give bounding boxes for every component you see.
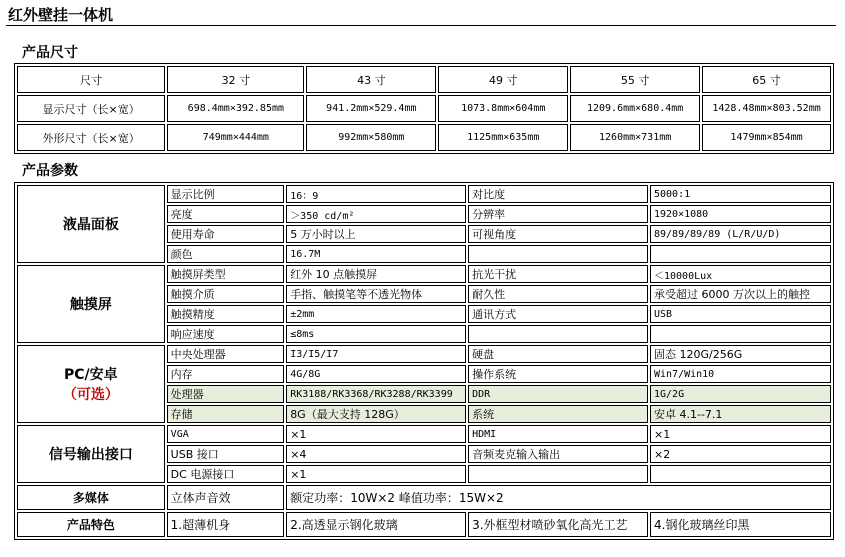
size-header-cell: 65 寸: [702, 66, 831, 93]
spec-label: [468, 325, 648, 343]
spec-value: [650, 245, 831, 263]
spec-label: [468, 465, 648, 483]
spec-label: 耐久性: [468, 285, 648, 303]
spec-value: 4G/8G: [286, 365, 466, 383]
spec-table: [14, 182, 834, 540]
spec-value: Win7/Win10: [650, 365, 831, 383]
size-table-header-row: [17, 66, 831, 93]
spec-value: 8G（最大支持 128G）: [286, 405, 466, 423]
spec-value: ≤8ms: [286, 325, 466, 343]
spec-label: 亮度: [167, 205, 285, 223]
spec-row: [17, 512, 831, 537]
spec-value: ×4: [286, 445, 466, 463]
spec-value: 5 万小时以上: [286, 225, 466, 243]
category-features: 产品特色: [17, 512, 165, 537]
size-cell: 941.2mm×529.4mm: [306, 95, 436, 122]
spec-row: [17, 345, 831, 363]
spec-label: [468, 245, 648, 263]
size-header-cell: 32 寸: [167, 66, 304, 93]
category-signal: 信号输出接口: [17, 425, 165, 483]
size-table: [14, 63, 834, 154]
spec-value: [650, 465, 831, 483]
spec-label: 立体声音效: [167, 485, 285, 510]
spec-value: 5000:1: [650, 185, 831, 203]
feature-item: 2.高透显示钢化玻璃: [286, 512, 466, 537]
category-touch: 触摸屏: [17, 265, 165, 343]
spec-row: [17, 425, 831, 443]
spec-value: ×1: [286, 465, 466, 483]
category-lcd: 液晶面板: [17, 185, 165, 263]
size-cell: 992mm×580mm: [306, 124, 436, 151]
spec-label: 硬盘: [468, 345, 648, 363]
spec-value: ＜10000Lux: [650, 265, 831, 283]
feature-item: 4.钢化玻璃丝印黑: [650, 512, 831, 537]
spec-label: 通讯方式: [468, 305, 648, 323]
spec-value: 固态 120G/256G: [650, 345, 831, 363]
title-divider: [6, 25, 836, 26]
spec-label: 显示比例: [167, 185, 285, 203]
spec-value: 16.7M: [286, 245, 466, 263]
feature-item: 1.超薄机身: [167, 512, 285, 537]
spec-label: 抗光干扰: [468, 265, 648, 283]
spec-label: DDR: [468, 385, 648, 403]
spec-value: ×2: [650, 445, 831, 463]
spec-value: 安卓 4.1--7.1: [650, 405, 831, 423]
size-cell: 1479mm×854mm: [702, 124, 831, 151]
spec-value: ＞350 cd/m²: [286, 205, 466, 223]
size-header-cell: 55 寸: [570, 66, 700, 93]
spec-label: 处理器: [167, 385, 285, 403]
size-cell: 1073.8mm×604mm: [438, 95, 568, 122]
spec-value: USB: [650, 305, 831, 323]
feature-item: 3.外框型材喷砂氧化高光工艺: [468, 512, 648, 537]
spec-label: 中央处理器: [167, 345, 285, 363]
spec-label: 操作系统: [468, 365, 648, 383]
spec-label: 分辨率: [468, 205, 648, 223]
size-table-row: [17, 124, 831, 151]
spec-label: 系统: [468, 405, 648, 423]
size-header-cell: 43 寸: [306, 66, 436, 93]
spec-value: I3/I5/I7: [286, 345, 466, 363]
spec-row: [17, 485, 831, 510]
spec-label: HDMI: [468, 425, 648, 443]
size-cell: 1125mm×635mm: [438, 124, 568, 151]
spec-value: [650, 325, 831, 343]
size-cell: 1260mm×731mm: [570, 124, 700, 151]
spec-value: ×1: [286, 425, 466, 443]
spec-label: 触摸精度: [167, 305, 285, 323]
size-row-label: 显示尺寸（长×宽）: [17, 95, 165, 122]
size-header-cell: 尺寸: [17, 66, 165, 93]
size-cell: 749mm×444mm: [167, 124, 304, 151]
spec-label: 对比度: [468, 185, 648, 203]
size-cell: 698.4mm×392.85mm: [167, 95, 304, 122]
size-header-cell: 49 寸: [438, 66, 568, 93]
spec-label: 音频麦克输入输出: [468, 445, 648, 463]
spec-value: 1G/2G: [650, 385, 831, 403]
spec-label: 触摸介质: [167, 285, 285, 303]
spec-value: 16：9: [286, 185, 466, 203]
spec-value: 承受超过 6000 万次以上的触控: [650, 285, 831, 303]
category-pc-optional: （可选）: [62, 387, 119, 403]
spec-label: 内存: [167, 365, 285, 383]
spec-label: 存储: [167, 405, 285, 423]
spec-value: ±2mm: [286, 305, 466, 323]
category-pc-label: PC/安卓: [64, 367, 118, 383]
spec-label: 触摸屏类型: [167, 265, 285, 283]
spec-value: 1920×1080: [650, 205, 831, 223]
category-pc: [17, 345, 165, 423]
spec-value: 手指、触摸笔等不透光物体: [286, 285, 466, 303]
spec-value: 红外 10 点触摸屏: [286, 265, 466, 283]
spec-row: [17, 185, 831, 203]
spec-label: 颜色: [167, 245, 285, 263]
spec-value: 额定功率：10W×2 峰值功率：15W×2: [286, 485, 831, 510]
spec-section-title: 产品参数: [22, 163, 78, 179]
spec-value: RK3188/RK3368/RK3288/RK3399: [286, 385, 466, 403]
spec-label: 响应速度: [167, 325, 285, 343]
category-media: 多媒体: [17, 485, 165, 510]
spec-label: DC 电源接口: [167, 465, 285, 483]
spec-value: ×1: [650, 425, 831, 443]
spec-value: 89/89/89/89 (L/R/U/D): [650, 225, 831, 243]
size-cell: 1428.48mm×803.52mm: [702, 95, 831, 122]
size-section-title: 产品尺寸: [22, 45, 78, 61]
size-row-label: 外形尺寸（长×宽）: [17, 124, 165, 151]
spec-label: 可视角度: [468, 225, 648, 243]
size-cell: 1209.6mm×680.4mm: [570, 95, 700, 122]
spec-label: VGA: [167, 425, 285, 443]
spec-label: 使用寿命: [167, 225, 285, 243]
size-table-row: [17, 95, 831, 122]
page-title: 红外壁挂一体机: [8, 6, 114, 24]
spec-row: [17, 265, 831, 283]
spec-label: USB 接口: [167, 445, 285, 463]
